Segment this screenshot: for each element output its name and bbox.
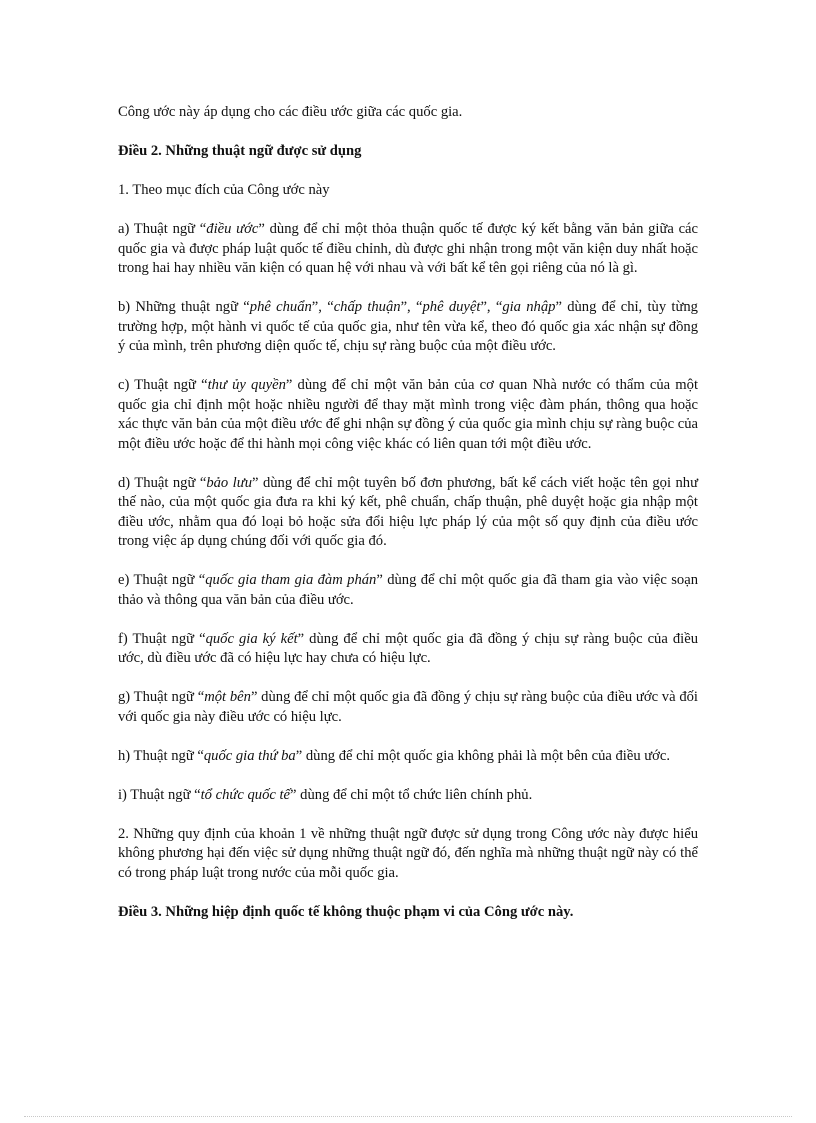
term-quoc-gia-tham-gia-dam-phan: quốc gia tham gia đàm phán [205,572,377,588]
definition-e: e) Thuật ngữ “quốc gia tham gia đàm phán” dùng để chỉ một quốc gia đã tham gia vào việc soạn thảo và thông qua văn bản của điều ước. [118,572,698,608]
term-mot-ben: một bên [204,689,251,705]
term-gia-nhap: gia nhập [502,299,556,315]
term-bao-luu: bảo lưu [206,474,252,491]
definition-c: c) Thuật ngữ “thư ủy quyền” dùng để chỉ một văn bản của cơ quan Nhà nước có thẩm của một quốc gia chỉ định một hoặc nhiều người để thay mặt mình trong việc đàm phán, thông qua hoặc xác thực văn bản của một điều ước để ghi nhận sự đồng ý của quốc gia mình chịu sự ràng buộc của một điều ước hoặc để thi hành mọi công việc khác có liên quan tới một điều ước. [118,377,698,452]
definition-g: g) Thuật ngữ “một bên” dùng để chỉ một quốc gia đã đồng ý chịu sự ràng buộc của điều ước và đối với quốc gia này điều ước có hiệu lực. [118,689,698,725]
page-bottom-divider [24,1116,792,1117]
article-3-heading: Điều 3. Những hiệp định quốc tế không thuộc phạm vi của Công ước này. [118,903,574,920]
term-to-chuc-quoc-te: tổ chức quốc tế [200,786,291,803]
intro-paragraph: Công ước này áp dụng cho các điều ước giữa các quốc gia. [118,104,463,120]
clause-2: 2. Những quy định của khoản 1 về những thuật ngữ được sử dụng trong Công ước này được hiểu không phương hại đến việc sử dụng những thuật ngữ đó, đến nghĩa mà những thuật ngữ này có thể có trong pháp luật trong nước của mỗi quốc gia. [118,825,698,881]
definition-i: i) Thuật ngữ “tổ chức quốc tế” dùng để chỉ một tổ chức liên chính phủ. [118,786,533,803]
term-quoc-gia-thu-ba: quốc gia thứ ba [203,747,296,764]
definition-d: d) Thuật ngữ “bảo lưu” dùng để chỉ một tuyên bố đơn phương, bất kể cách viết hoặc tên gọi như thế nào, của một quốc gia đưa ra khi ký kết, phê chuẩn, chấp thuận, phê duyệt hoặc gia nhập một điều ước, nhằm qua đó loại bỏ hoặc sửa đổi hiệu lực pháp lý của một số quy định của điều ước trong việc áp dụng chúng đối với quốc gia đó. [118,474,698,549]
term-chap-thuan: chấp thuận [333,299,401,315]
definition-b: b) Những thuật ngữ “phê chuẩn”, “chấp thuận”, “phê duyệt”, “gia nhập” dùng để chỉ, tùy từng trường hợp, một hành vi quốc tế của quốc gia, như tên vừa kể, theo đó quốc gia xác nhận sự đồng ý của mình, trên phương diện quốc tế, chịu sự ràng buộc của một điều ước. [118,299,698,354]
term-thu-uy-quyen: thư ủy quyền [207,377,286,393]
term-phe-duyet: phê duyệt [422,299,481,315]
term-quoc-gia-ky-ket: quốc gia ký kết [205,630,298,647]
document-body [118,103,698,942]
term-dieu-uoc: điều ước [206,221,259,237]
clause-1: 1. Theo mục đích của Công ước này [118,182,330,198]
definition-h: h) Thuật ngữ “quốc gia thứ ba” dùng để chỉ một quốc gia không phải là một bên của điều ước. [118,747,671,764]
definition-a: a) Thuật ngữ “điều ước” dùng để chỉ một thỏa thuận quốc tế được ký kết bằng văn bản giữa các quốc gia và được pháp luật quốc tế điều chỉnh, dù được ghi nhận trong một văn kiện duy nhất hoặc trong hai hay nhiều văn kiện có quan hệ với nhau và với bất kể tên gọi riêng của nó là gì. [118,221,699,276]
term-phe-chuan: phê chuẩn [249,299,312,315]
definition-f: f) Thuật ngữ “quốc gia ký kết” dùng để chỉ một quốc gia đã đồng ý chịu sự ràng buộc của điều ước, dù điều ước đã có hiệu lực hay chưa có hiệu lực. [118,630,698,666]
article-2-heading: Điều 2. Những thuật ngữ được sử dụng [118,143,362,159]
